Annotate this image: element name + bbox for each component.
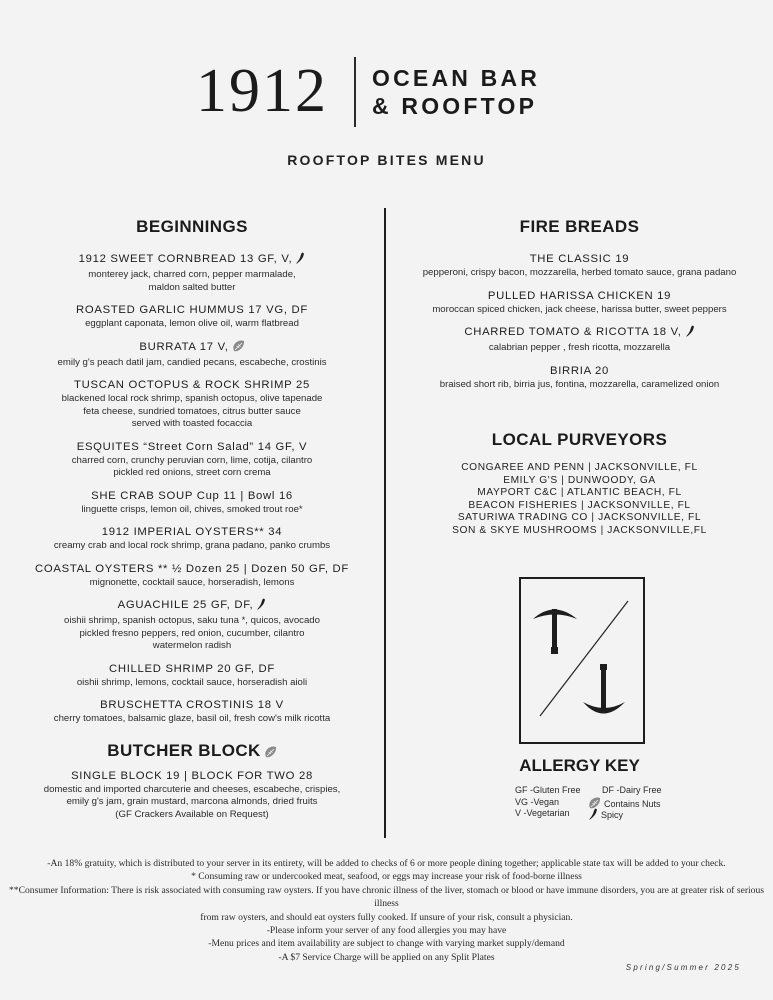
item-desc: emily g's jam, grain mustard, marcona almonds, dried fruits — [66, 796, 318, 807]
menu-item — [0, 662, 384, 690]
item-desc: calabrian pepper , fresh ricotta, mozzarella — [488, 342, 671, 353]
item-name — [386, 325, 773, 342]
pepper-icon — [588, 808, 598, 824]
pepper-icon — [295, 252, 305, 269]
purveyor-entry: EMILY G'S | DUNWOODY, GA — [503, 474, 656, 486]
item-name — [0, 303, 384, 318]
menu-item — [0, 303, 384, 331]
purveyor-entry: SON & SKYE MUSHROOMS | JACKSONVILLE,FL — [452, 524, 707, 536]
menu-item — [386, 325, 773, 355]
item-name-text: PULLED HARISSA CHICKEN 19 — [487, 289, 672, 302]
allergy-key-entry: GF -Gluten Free — [515, 785, 581, 795]
item-desc: cherry tomatoes, balsamic glaze, basil oil, fresh cow's milk ricotta — [53, 713, 331, 724]
menu-item — [386, 252, 773, 280]
item-desc: oishii shrimp, spanish octopus, saku tuna *, quicos, avocado — [64, 615, 320, 626]
item-name — [0, 562, 384, 577]
fire-breads-list — [386, 252, 773, 391]
purveyor-entry: BEACON FISHERIES | JACKSONVILLE, FL — [468, 499, 691, 511]
menu-item — [0, 598, 384, 653]
item-desc: served with toasted focaccia — [131, 418, 253, 429]
item-name — [386, 289, 773, 304]
pickaxe-icon — [533, 609, 577, 654]
brand-line-1: OCEAN BAR — [372, 65, 541, 91]
allergy-key-entry: VG -Vegan — [515, 796, 560, 807]
item-name — [0, 489, 384, 504]
item-desc: braised short rib, birria jus, fontina, mozzarella, caramelized onion — [439, 378, 720, 390]
purveyors-list — [386, 462, 773, 538]
item-name — [386, 252, 773, 267]
pepper-icon — [256, 598, 266, 615]
menu-item — [0, 525, 384, 553]
item-desc: blackened local rock shrimp, spanish octopus, olive tapenade — [61, 393, 323, 404]
item-name-text: BIRRIA 20 — [549, 364, 610, 377]
allergy-key-entry — [588, 797, 662, 809]
item-name-text: COASTAL OYSTERS ** ½ Dozen 25 | Dozen 50 GF, DF — [35, 562, 349, 575]
item-desc: moroccan spiced chicken, jack cheese, harissa butter, sweet peppers — [432, 303, 727, 315]
item-name-text: BRUSCHETTA CROSTINIS 18 V — [100, 699, 284, 711]
item-name — [0, 378, 384, 393]
item-name — [0, 340, 384, 357]
item-name — [0, 662, 384, 677]
purveyor-entry: SATURIWA TRADING CO | JACKSONVILLE, FL — [457, 512, 702, 524]
section-title-local-purveyors: LOCAL PURVEYORS — [491, 430, 668, 449]
left-column — [0, 215, 384, 821]
nut-icon — [264, 741, 277, 765]
item-name-text: TUSCAN OCTOPUS & ROCK SHRIMP 25 — [74, 379, 310, 391]
menu-title: ROOFTOP BITES MENU — [287, 152, 486, 168]
item-name-text: ESQUITES “Street Corn Salad” 14 GF, V — [76, 440, 308, 453]
item-desc: (GF Crackers Available on Request) — [115, 808, 269, 820]
footer-line: * Consuming raw or undercooked meat, seafood, or eggs may increase your risk of food-borne illness — [191, 871, 582, 883]
item-name-text: BURRATA 17 V, — [139, 340, 229, 353]
item-name-text: CHARRED TOMATO & RICOTTA 18 V, — [464, 326, 682, 338]
menu-item — [386, 364, 773, 392]
allergy-key-entry: V -Vegetarian — [515, 808, 570, 818]
item-name-text: THE CLASSIC 19 — [529, 253, 630, 265]
footer-line: **Consumer Information: There is risk associated with consuming raw oysters. If you have chronic illness of the liver, stomach or blood or have immune disorders, you are at greater risk of serious illness — [8, 884, 765, 910]
item-name — [0, 698, 384, 713]
item-desc: domestic and imported charcuterie and cheeses, escabeche, crispies, — [43, 783, 341, 795]
pepper-icon — [685, 325, 695, 342]
menu-item — [0, 698, 384, 726]
allergy-key-col-2 — [588, 785, 662, 820]
brand-divider — [354, 57, 356, 127]
item-desc: linguette crisps, lemon oil, chives, smoked trout roe* — [81, 503, 303, 515]
allergy-key-label: DF -Dairy Free — [602, 785, 662, 795]
brand-number: 1912 — [196, 57, 328, 125]
allergy-key-entry — [588, 808, 662, 820]
menu-item — [0, 440, 384, 480]
butcher-block-item — [0, 769, 384, 822]
allergy-key-label: Contains Nuts — [604, 798, 661, 809]
item-desc: pickled fresno peppers, red onion, cucumber, cilantro — [79, 627, 305, 639]
menu-item — [0, 340, 384, 370]
item-desc: eggplant caponata, lemon olive oil, warm flatbread — [85, 318, 299, 329]
footer-line: from raw oysters, and should eat oysters fully cooked. If unsure of your risk, consult a physician. — [200, 911, 573, 923]
section-title-butcher-block — [0, 739, 384, 765]
section-title-beginnings: BEGINNINGS — [136, 217, 248, 236]
nut-icon — [232, 340, 245, 357]
footer-line: -A $7 Service Charge will be applied on any Split Plates — [278, 951, 495, 963]
anchor-icon — [583, 664, 625, 714]
item-desc: charred corn, crunchy peruvian corn, lime, cotija, cilantro — [71, 454, 313, 466]
pickaxe-anchor-emblem — [519, 577, 645, 744]
brand-header — [0, 52, 773, 132]
item-name-text: SHE CRAB SOUP Cup 11 | Bowl 16 — [91, 489, 293, 502]
item-desc: pickled red onions, street corn crema — [113, 467, 271, 478]
item-name — [0, 525, 384, 540]
beginnings-list — [0, 252, 384, 726]
item-desc: watermelon radish — [152, 640, 232, 651]
allergy-key-col-1 — [515, 785, 581, 820]
item-desc: creamy crab and local rock shrimp, grana padano, panko crumbs — [53, 540, 331, 551]
item-name — [0, 598, 384, 615]
purveyor-entry: MAYPORT C&C | ATLANTIC BEACH, FL — [477, 487, 682, 499]
right-column — [386, 215, 773, 538]
footer-line: -Please inform your server of any food allergies you may have — [266, 925, 507, 937]
item-name-text: 1912 IMPERIAL OYSTERS** 34 — [101, 526, 283, 538]
item-name — [0, 252, 384, 269]
item-desc: pepperoni, crispy bacon, mozzarella, herbed tomato sauce, grana padano — [422, 267, 737, 278]
purveyor-entry: CONGAREE AND PENN | JACKSONVILLE, FL — [461, 462, 698, 473]
butcher-block-title: BUTCHER BLOCK — [107, 740, 261, 760]
item-desc: maldon salted butter — [148, 281, 236, 293]
item-desc: monterey jack, charred corn, pepper marmalade, — [88, 269, 296, 280]
menu-item — [0, 378, 384, 431]
item-name — [0, 440, 384, 455]
allergy-key-entry — [588, 785, 662, 797]
allergy-key-title: ALLERGY KEY — [519, 756, 640, 775]
menu-item — [386, 289, 773, 317]
item-desc: feta cheese, sundried tomatoes, citrus butter sauce — [83, 405, 301, 417]
item-name-text: ROASTED GARLIC HUMMUS 17 VG, DF — [76, 304, 308, 316]
item-desc: oishii shrimp, lemons, cocktail sauce, horseradish aioli — [76, 676, 308, 688]
footer-line: -An 18% gratuity, which is distributed to your server in its entirety, will be added to checks of 6 or more people dining together; applicable state tax will be added to your check. — [47, 858, 726, 869]
section-title-fire-breads: FIRE BREADS — [519, 217, 640, 236]
allergy-key-label: Spicy — [601, 810, 624, 820]
item-desc: emily g's peach datil jam, candied pecans, escabeche, crostinis — [57, 356, 327, 368]
item-name-text: 1912 SWEET CORNBREAD 13 GF, V, — [78, 253, 293, 265]
item-name-text: AGUACHILE 25 GF, DF, — [117, 599, 254, 611]
item-name: SINGLE BLOCK 19 | BLOCK FOR TWO 28 — [71, 769, 313, 782]
item-desc: mignonette, cocktail sauce, horseradish, lemons — [89, 576, 295, 588]
item-name-text: CHILLED SHRIMP 20 GF, DF — [109, 662, 275, 675]
footer-notes — [0, 857, 773, 964]
item-name — [386, 364, 773, 379]
menu-item — [0, 562, 384, 590]
menu-item — [0, 489, 384, 517]
brand-line-2: & ROOFTOP — [372, 93, 538, 119]
season-label: Spring/Summer 2025 — [625, 963, 741, 972]
menu-item — [0, 252, 384, 294]
footer-line: -Menu prices and item availability are subject to change with varying market supply/demand — [208, 938, 565, 950]
